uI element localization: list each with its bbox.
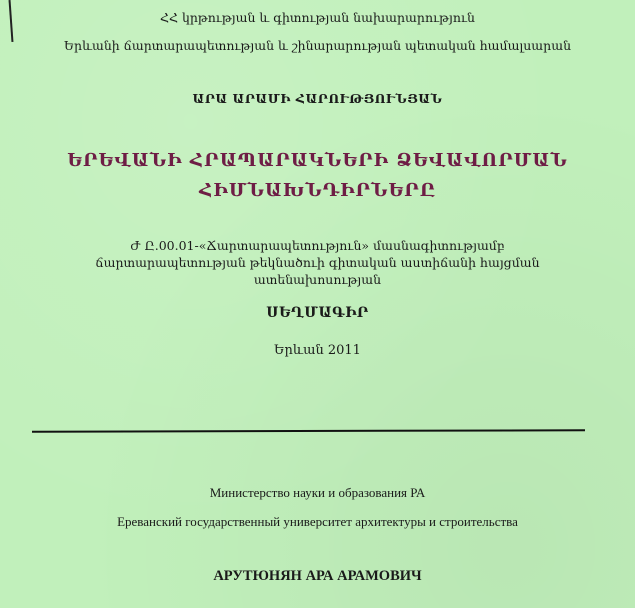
city-year: Երևան 2011 — [274, 343, 361, 358]
ministry-russian: Министерство науки и образования РА — [209, 485, 426, 500]
abstract-label: ՍԵՂՄԱԳԻՐ — [266, 305, 369, 321]
university-russian: Ереванский государственный университет архитектуры и строительства — [117, 514, 518, 529]
university-armenian: Երևանի ճարտարապետության և շինարարության պետական համալսարան — [63, 38, 572, 53]
title-line-1: ԵՐԵՎԱՆԻ ՀՐԱՊԱՐԱԿՆԵՐԻ ՁԵՎԱՎՈՐՄԱՆ — [67, 150, 568, 171]
author-armenian: ԱՐԱ ԱՐԱՄԻ ՀԱՐՈՒԹՅՈՒՆՅԱՆ — [192, 91, 443, 106]
ministry-armenian: ՀՀ կրթության և գիտության նախարարություն — [160, 10, 475, 25]
title-line-2: ՀԻՄՆԱԽՆԴԻՐՆԵՐԸ — [199, 180, 436, 201]
specialty-line-2: ճարտարապետության թեկնածուի գիտական աստիճանի հայցման — [95, 255, 540, 270]
author-russian: АРУТЮНЯН АРА АРАМОВИЧ — [213, 568, 422, 584]
specialty-line-3: ատենախոսության — [253, 272, 382, 287]
specialty-line-1: Ժ Ը.00.01-«Ճարտարապետություն» մասնագիտությամբ — [130, 238, 505, 253]
